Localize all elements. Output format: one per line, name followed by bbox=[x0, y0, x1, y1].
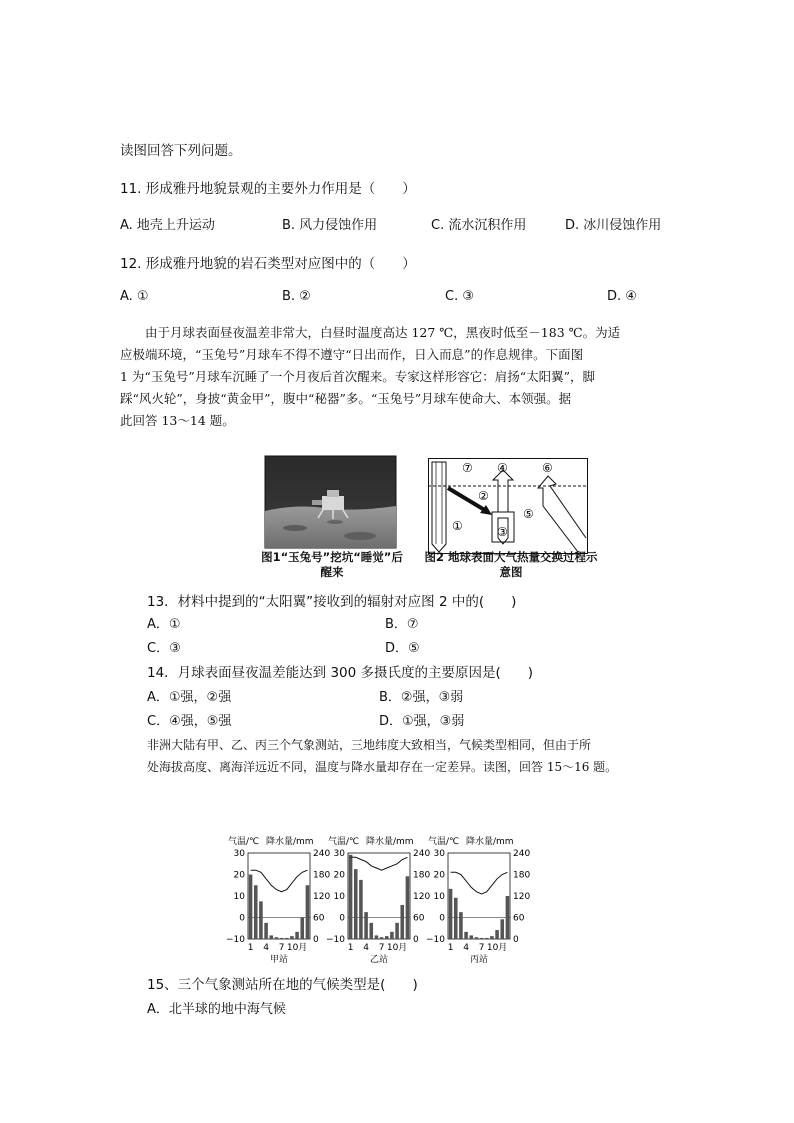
precip-bar bbox=[400, 905, 404, 939]
q13-option-a[interactable]: A．① bbox=[147, 617, 181, 632]
diagram-label-1: ① bbox=[452, 519, 463, 533]
q12-option-a[interactable]: A. ① bbox=[120, 289, 149, 304]
passage-line: 1 为“玉兔号”月球车沉睡了一个月夜后首次醒来。专家这样形容它：肩扬“太阳翼”，脚 bbox=[120, 369, 595, 384]
temp-tick-label: 20 bbox=[333, 870, 345, 881]
precip-bar bbox=[285, 938, 289, 939]
precip-bar bbox=[464, 932, 468, 939]
diagram-label-4: ④ bbox=[497, 461, 508, 475]
q14-stem: 14．月球表面昼夜温差能达到 300 多摄氏度的主要原因是( ) bbox=[147, 665, 534, 681]
month-tick-label: 1 bbox=[347, 943, 354, 953]
figure2-caption: 图2 地球表面大气热量交换过程示意图 bbox=[424, 550, 598, 579]
precip-tick-label: 0 bbox=[413, 935, 419, 945]
precip-bar bbox=[380, 937, 384, 939]
precip-bar bbox=[280, 938, 284, 939]
climate-charts bbox=[228, 833, 533, 965]
precip-bar bbox=[406, 876, 410, 939]
precip-bar bbox=[475, 937, 479, 939]
precip-bar bbox=[385, 936, 389, 939]
precip-bar bbox=[349, 855, 353, 939]
axis-label-precipitation: 降水量/mm bbox=[266, 837, 314, 847]
q13-option-c[interactable]: C．③ bbox=[147, 641, 181, 656]
precip-bar bbox=[449, 889, 453, 939]
precip-bar bbox=[359, 880, 363, 939]
precip-bar bbox=[295, 932, 299, 939]
precip-bar bbox=[375, 935, 379, 939]
passage-line: 非洲大陆有甲、乙、丙三个气象测站，三地纬度大致相当，气候类型相同，但由于所 bbox=[147, 738, 592, 752]
figure1-rover-photo bbox=[265, 456, 396, 548]
temp-tick-label: 30 bbox=[233, 849, 245, 859]
climate-charts-svg bbox=[228, 833, 533, 965]
figure1-caption: 图1“玉兔号”挖坑“睡觉”后醒来 bbox=[261, 550, 403, 579]
precip-bar bbox=[275, 937, 279, 939]
temp-tick-label: 20 bbox=[233, 870, 245, 881]
precip-bar bbox=[480, 938, 484, 939]
precip-tick-label: 60 bbox=[513, 913, 525, 924]
temp-tick-label: −10 bbox=[426, 935, 445, 945]
precip-bar bbox=[369, 923, 373, 939]
month-tick-label: 4 bbox=[463, 943, 469, 953]
precip-bar bbox=[290, 936, 294, 939]
diagram-label-7: ⑦ bbox=[462, 461, 473, 475]
temp-tick-label: 10 bbox=[333, 892, 345, 902]
passage-line: 处海拔高度、离海洋远近不同，温度与降水量却存在一定差异。读图，回答 15～16 题。 bbox=[147, 760, 618, 774]
q11-option-b[interactable]: B. 风力侵蚀作用 bbox=[282, 218, 378, 233]
q14-option-a[interactable]: A．①强，②强 bbox=[147, 690, 232, 705]
month-tick-label: 10月 bbox=[486, 943, 508, 953]
precip-bar bbox=[300, 918, 304, 940]
precip-bar bbox=[354, 869, 358, 939]
axis-label-temperature: 气温/℃ bbox=[328, 837, 360, 847]
precip-bar bbox=[306, 885, 310, 939]
q14-option-c[interactable]: C．④强，⑤强 bbox=[147, 714, 232, 729]
q12-stem: 12. 形成雅丹地貌的岩石类型对应图中的（ ） bbox=[120, 256, 416, 272]
q11-option-d[interactable]: D. 冰川侵蚀作用 bbox=[565, 218, 662, 233]
temp-tick-label: −10 bbox=[326, 935, 345, 945]
temp-tick-label: 20 bbox=[433, 870, 445, 881]
passage-africa-stations bbox=[147, 734, 692, 778]
precip-tick-label: 120 bbox=[313, 892, 331, 902]
heat-exchange-diagram bbox=[428, 458, 588, 554]
passage-line: 由于月球表面昼夜温差非常大，白昼时温度高达 127 ℃，黑夜时低至－183 ℃。为适 bbox=[145, 325, 621, 340]
station-name: 乙站 bbox=[369, 955, 389, 965]
precip-bar bbox=[500, 919, 504, 939]
precip-bar bbox=[459, 912, 463, 939]
q15-stem: 15、三个气象测站所在地的气候类型是( ) bbox=[147, 977, 418, 993]
axis-label-precipitation: 降水量/mm bbox=[366, 837, 414, 847]
precip-bar bbox=[490, 936, 494, 939]
passage-line: 踩“风火轮”，身披“黄金甲”，腹中“秘器”多。“玉兔号”月球车使命大、本领强。据 bbox=[120, 391, 572, 406]
station-name: 丙站 bbox=[469, 955, 489, 965]
figure2-heat-diagram bbox=[428, 458, 588, 554]
passage-line: 应极端环境，“玉兔号”月球车不得不遵守“日出而作，日入而息”的作息规律。下面图 bbox=[120, 347, 584, 362]
q12-option-b[interactable]: B. ② bbox=[282, 289, 311, 304]
temp-tick-label: 10 bbox=[233, 892, 245, 902]
passage-line: 此回答 13～14 题。 bbox=[120, 413, 235, 428]
axis-label-precipitation: 降水量/mm bbox=[466, 837, 514, 847]
diagram-label-6: ⑥ bbox=[542, 461, 553, 475]
axis-label-temperature: 气温/℃ bbox=[428, 837, 460, 847]
diagram-label-2: ② bbox=[478, 489, 489, 503]
precip-tick-label: 60 bbox=[413, 913, 425, 924]
month-tick-label: 7 bbox=[378, 943, 385, 953]
precip-bar bbox=[259, 901, 263, 939]
month-tick-label: 7 bbox=[478, 943, 485, 953]
precip-tick-label: 180 bbox=[313, 870, 331, 881]
rover-photo-image bbox=[265, 456, 396, 548]
q13-option-d[interactable]: D．⑤ bbox=[385, 641, 420, 656]
temp-tick-label: 0 bbox=[239, 913, 245, 924]
temperature-line bbox=[451, 872, 508, 894]
precip-bar bbox=[506, 896, 510, 939]
month-tick-label: 10月 bbox=[386, 943, 408, 953]
diagram-label-5: ⑤ bbox=[523, 507, 534, 521]
precip-tick-label: 240 bbox=[313, 849, 331, 859]
q12-option-d[interactable]: D. ④ bbox=[607, 289, 637, 304]
q14-option-b[interactable]: B．②强，③弱 bbox=[379, 690, 464, 705]
precip-bar bbox=[495, 930, 499, 939]
precip-bar bbox=[485, 938, 489, 939]
precip-tick-label: 60 bbox=[313, 913, 325, 924]
precip-tick-label: 0 bbox=[513, 935, 519, 945]
precip-bar bbox=[469, 935, 473, 939]
precip-bar bbox=[254, 885, 258, 939]
q11-option-c[interactable]: C. 流水沉积作用 bbox=[431, 218, 527, 233]
month-tick-label: 1 bbox=[447, 943, 454, 953]
precip-bar bbox=[390, 932, 394, 939]
q13-option-b[interactable]: B．⑦ bbox=[385, 617, 419, 632]
precip-tick-label: 240 bbox=[513, 849, 531, 859]
precip-bar bbox=[395, 923, 399, 939]
month-tick-label: 4 bbox=[263, 943, 269, 953]
precip-bar bbox=[269, 935, 273, 939]
q13-stem: 13．材料中提到的“太阳翼”接收到的辐射对应图 2 中的( ) bbox=[147, 594, 517, 610]
q14-option-d[interactable]: D．①强，③弱 bbox=[379, 714, 465, 729]
temp-tick-label: 0 bbox=[439, 913, 445, 924]
q15-option-a[interactable]: A．北半球的地中海气候 bbox=[147, 1002, 286, 1017]
temp-tick-label: 30 bbox=[433, 849, 445, 859]
temp-tick-label: 30 bbox=[333, 849, 345, 859]
station-name: 甲站 bbox=[269, 955, 289, 965]
axis-label-temperature: 气温/℃ bbox=[228, 837, 260, 847]
precip-bar bbox=[264, 923, 268, 939]
precip-tick-label: 240 bbox=[413, 849, 431, 859]
temp-tick-label: 10 bbox=[433, 892, 445, 902]
precip-bar bbox=[454, 898, 458, 939]
month-tick-label: 7 bbox=[278, 943, 285, 953]
q11-stem: 11. 形成雅丹地貌景观的主要外力作用是（ ） bbox=[120, 181, 416, 197]
month-tick-label: 4 bbox=[363, 943, 369, 953]
q11-option-a[interactable]: A. 地壳上升运动 bbox=[120, 218, 215, 233]
month-tick-label: 10月 bbox=[286, 943, 308, 953]
precip-tick-label: 180 bbox=[513, 870, 531, 881]
precip-tick-label: 0 bbox=[313, 935, 319, 945]
precip-tick-label: 180 bbox=[413, 870, 431, 881]
temperature-line bbox=[251, 870, 308, 892]
precip-bar bbox=[249, 875, 253, 940]
passage-moon-rover bbox=[120, 322, 675, 432]
intro-line: 读图回答下列问题。 bbox=[120, 143, 242, 159]
precip-tick-label: 120 bbox=[413, 892, 431, 902]
precip-tick-label: 120 bbox=[513, 892, 531, 902]
temperature-line bbox=[351, 857, 408, 870]
q12-option-c[interactable]: C. ③ bbox=[445, 289, 474, 304]
temp-tick-label: 0 bbox=[339, 913, 345, 924]
month-tick-label: 1 bbox=[247, 943, 254, 953]
temp-tick-label: −10 bbox=[226, 935, 245, 945]
precip-bar bbox=[364, 912, 368, 939]
diagram-label-3: ③ bbox=[497, 525, 508, 539]
